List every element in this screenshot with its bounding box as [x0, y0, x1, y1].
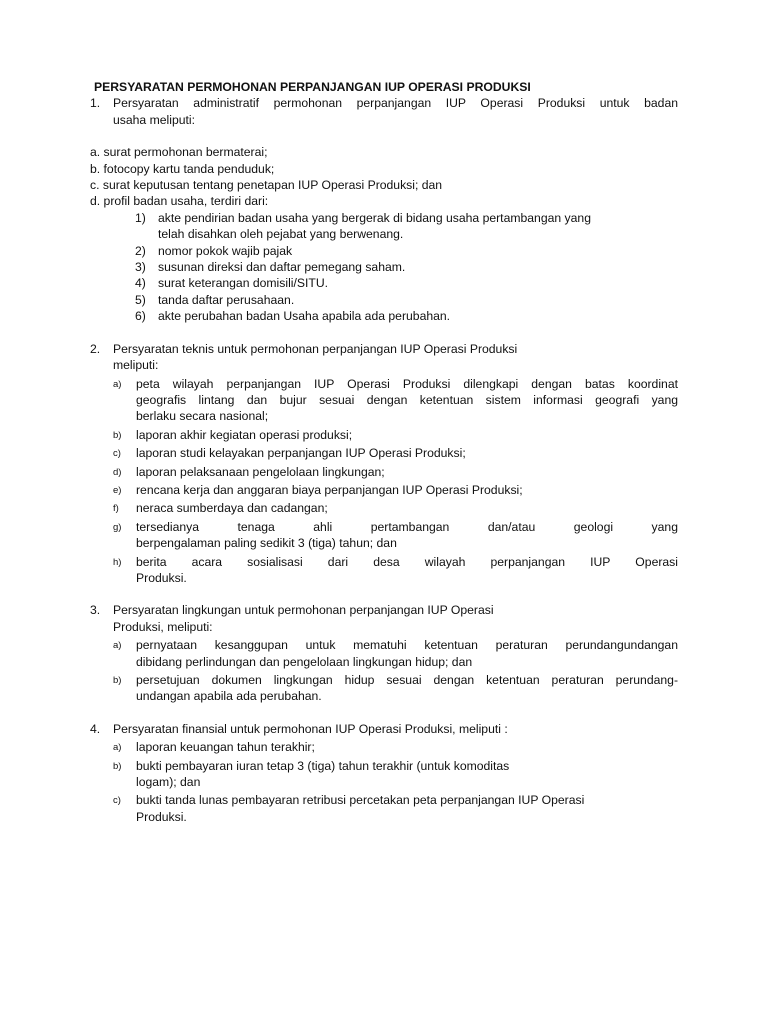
spacer: [90, 586, 678, 602]
list-item: [90, 210, 678, 243]
list-text: bukti tanda lunas pembayaran retribusi percetakan peta perpanjangan IUP Operasi: [136, 793, 585, 808]
list-marker: a): [113, 742, 122, 754]
list-text: laporan akhir kegiatan operasi produksi;: [136, 427, 353, 442]
list-item: [90, 376, 678, 425]
list-marker: 6): [135, 309, 146, 324]
section-heading-line: Produksi, meliputi:: [113, 619, 213, 634]
list-text: bukti pembayaran iuran tetap 3 (tiga) tahun terakhir (untuk komoditas: [136, 758, 510, 773]
list-item: c. surat keputusan tentang penetapan IUP Operasi Produksi; dan: [90, 178, 443, 193]
list-text: neraca sumberdaya dan cadangan;: [136, 501, 328, 516]
section-heading-line: meliputi:: [113, 358, 159, 373]
list-text: Produksi.: [136, 809, 187, 824]
list-text: undangan apabila ada perubahan.: [136, 689, 322, 704]
list-item: [90, 308, 678, 324]
list-marker: g): [113, 521, 122, 533]
document-title: PERSYARATAN PERMOHONAN PERPANJANGAN IUP OPERASI PRODUKSI: [94, 80, 531, 94]
list-text: tersedianya tenaga ahli pertambangan dan/atau geologi yang: [136, 519, 678, 534]
list-text: susunan direksi dan daftar pemegang saham.: [158, 260, 406, 275]
section-1: [90, 95, 678, 128]
list-text: logam); dan: [136, 775, 201, 790]
list-text: geografis lintang dan bujur sesuai dengan ketentuan sistem informasi geografi yang: [136, 392, 678, 407]
list-item: [90, 464, 678, 480]
list-marker: b): [113, 675, 122, 686]
list-marker: b): [113, 429, 122, 441]
list-item: [90, 637, 678, 670]
list-text: berita acara sosialisasi dari desa wilayah perpanjangan IUP Operasi: [136, 554, 678, 569]
list-text: tanda daftar perusahaan.: [158, 292, 295, 307]
list-text: Produksi.: [136, 570, 187, 585]
list-marker: c): [113, 795, 121, 807]
list-item: [90, 275, 678, 291]
section-heading-line: Persyaratan administratif permohonan perpanjangan IUP Operasi Produksi untuk badan: [113, 96, 678, 111]
list-marker: e): [113, 484, 122, 496]
list-text: laporan keuangan tahun terakhir;: [136, 740, 315, 755]
list-item: [90, 739, 678, 755]
list-item: d. profil badan usaha, terdiri dari:: [90, 194, 269, 209]
list-item: [90, 758, 678, 791]
list-item: [90, 500, 678, 516]
section-heading-line: Persyaratan lingkungan untuk permohonan perpanjangan IUP Operasi: [113, 603, 494, 618]
list-text: berlaku secara nasional;: [136, 409, 269, 424]
list-text: nomor pokok wajib pajak: [158, 243, 293, 258]
list-marker: a): [113, 378, 122, 390]
list-marker: b): [113, 760, 122, 772]
section-number: 1.: [90, 96, 101, 111]
list-text: laporan pelaksanaan pengelolaan lingkungan;: [136, 464, 385, 479]
list-text: surat keterangan domisili/SITU.: [158, 276, 329, 291]
list-item: [90, 243, 678, 259]
section-4: [90, 721, 678, 737]
list-item: [90, 427, 678, 443]
list-item: [90, 482, 678, 498]
list-marker: c): [113, 448, 121, 460]
list-marker: f): [113, 503, 119, 515]
list-item: [90, 792, 678, 825]
list-text: rencana kerja dan anggaran biaya perpanjangan IUP Operasi Produksi;: [136, 482, 523, 497]
section-number: 4.: [90, 721, 101, 736]
list-text: persetujuan dokumen lingkungan hidup sesuai dengan ketentuan peraturan perundang-: [136, 673, 678, 687]
list-text: dibidang perlindungan dan pengelolaan lingkungan hidup; dan: [136, 654, 473, 669]
list-text: akte perubahan badan Usaha apabila ada perubahan.: [158, 309, 451, 324]
section-3: [90, 602, 678, 635]
spacer: [90, 705, 678, 721]
list-text: akte pendirian badan usaha yang bergerak di bidang usaha pertambangan yang: [158, 210, 591, 225]
list-item: [90, 672, 678, 705]
list-text: peta wilayah perpanjangan IUP Operasi Produksi dilengkapi dengan batas koordinat: [136, 376, 678, 391]
section-heading-line: Persyaratan teknis untuk permohonan perpanjangan IUP Operasi Produksi: [113, 341, 518, 356]
list-item: [90, 554, 678, 587]
list-item: a. surat permohonan bermaterai;: [90, 145, 268, 160]
list-marker: 4): [135, 276, 146, 291]
section-heading-line: Persyaratan finansial untuk permohonan IUP Operasi Produksi, meliputi :: [113, 721, 508, 736]
section-heading-line: usaha meliputi:: [113, 112, 195, 127]
list-text: telah disahkan oleh pejabat yang berwenang.: [158, 227, 404, 242]
section-number: 2.: [90, 341, 101, 356]
list-item: [90, 445, 678, 461]
list-marker: 1): [135, 210, 146, 225]
section-2: [90, 341, 678, 374]
list-item: [90, 292, 678, 308]
document-content: [90, 79, 678, 825]
list-marker: 2): [135, 243, 146, 258]
list-marker: 3): [135, 260, 146, 275]
list-marker: 5): [135, 292, 146, 307]
list-marker: h): [113, 556, 122, 568]
list-text: laporan studi kelayakan perpanjangan IUP Operasi Produksi;: [136, 446, 466, 461]
spacer: [90, 128, 678, 144]
list-text: pernyataan kesanggupan untuk mematuhi ketentuan peraturan perundangundangan: [136, 638, 678, 653]
list-item: [90, 519, 678, 552]
list-text: berpengalaman paling sedikit 3 (tiga) tahun; dan: [136, 536, 397, 551]
list-marker: d): [113, 466, 122, 478]
list-marker: a): [113, 640, 122, 652]
section-number: 3.: [90, 603, 101, 618]
list-item: [90, 259, 678, 275]
list-item: b. fotocopy kartu tanda penduduk;: [90, 161, 275, 176]
spacer: [90, 325, 678, 341]
